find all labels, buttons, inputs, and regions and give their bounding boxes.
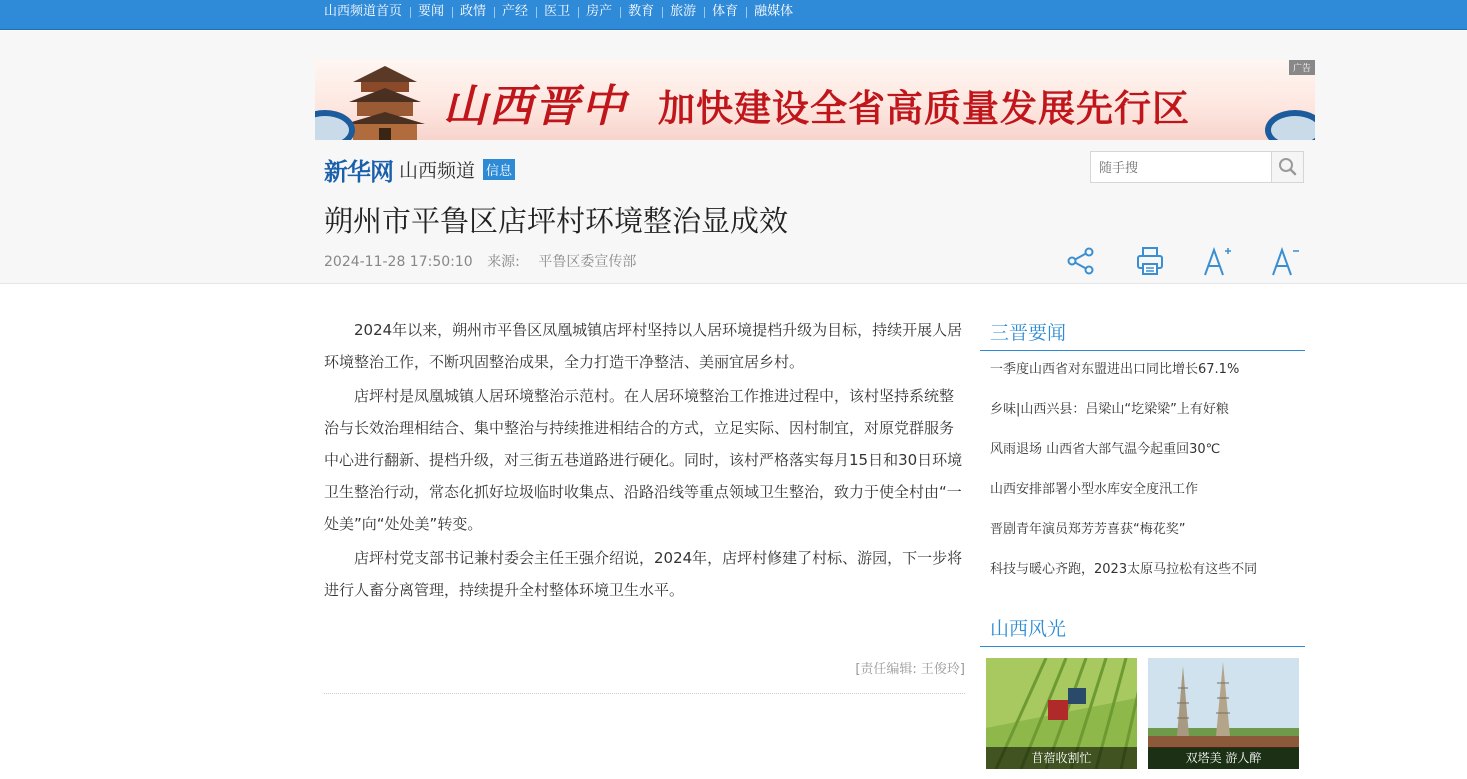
font-increase-icon xyxy=(1202,245,1234,277)
banner-calligraphy: 山西晋中 xyxy=(443,81,627,132)
search-button[interactable] xyxy=(1271,152,1303,182)
search-icon xyxy=(1272,152,1304,182)
nav-list xyxy=(316,0,801,24)
article-meta xyxy=(324,251,636,271)
banner-slogan: 加快建设全省高质量发展先行区 xyxy=(658,86,1190,130)
article-title: 朔州市平鲁区店坪村环境整治显成效 xyxy=(324,204,789,238)
nav-item[interactable]: 产经 xyxy=(494,0,536,24)
news-link[interactable]: 科技与暖心齐跑，2023太原马拉松有这些不同 xyxy=(990,562,1258,577)
sidebar-scenery-heading[interactable]: 山西风光 xyxy=(990,618,1067,640)
font-decrease-icon xyxy=(1270,245,1302,277)
nav-item[interactable]: 融媒体 xyxy=(746,0,801,24)
nav-item[interactable]: 房产 xyxy=(578,0,620,24)
logo-brand: 新华网 xyxy=(324,156,393,186)
search-box xyxy=(1090,151,1304,183)
font-decrease-button[interactable] xyxy=(1270,245,1302,277)
search-input[interactable] xyxy=(1091,152,1273,182)
sidebar-scenery-header xyxy=(980,610,1305,647)
top-nav xyxy=(0,0,1467,30)
scenery-gallery xyxy=(986,658,1299,769)
nav-item[interactable]: 政情 xyxy=(452,0,494,24)
article-paragraph: 店坪村党支部书记兼村委会主任王强介绍说，2024年，店坪村修建了村标、游园，下一步将进行人畜分离管理，持续提升全村整体环境卫生水平。 xyxy=(324,549,963,599)
article-paragraph: 2024年以来，朔州市平鲁区凤凰城镇店坪村坚持以人居环境提档升级为目标，持续开展人居环境整治工作，不断巩固整治成果，全力打造干净整洁、美丽宜居乡村。 xyxy=(324,321,963,371)
nav-item[interactable]: 旅游 xyxy=(662,0,704,24)
ad-label: 广告 xyxy=(1289,60,1315,75)
scenery-pic-harvest[interactable] xyxy=(986,658,1137,769)
news-link[interactable]: 山西安排部署小型水库安全度汛工作 xyxy=(990,482,1199,497)
sidebar-news-heading[interactable]: 三晋要闻 xyxy=(990,322,1067,344)
nav-item[interactable]: 山西频道首页 xyxy=(324,4,403,19)
article-divider xyxy=(324,693,965,694)
site-logo[interactable] xyxy=(324,152,515,186)
share-button[interactable] xyxy=(1065,245,1097,277)
logo-channel: 山西频道 xyxy=(399,159,476,182)
nav-item[interactable]: 要闻 xyxy=(410,0,452,24)
news-link[interactable]: 乡味|山西兴县：吕梁山“圪梁梁”上有好粮 xyxy=(990,402,1229,417)
nav-item[interactable]: 教育 xyxy=(620,0,662,24)
share-icon xyxy=(1065,245,1097,277)
article-body xyxy=(324,314,965,608)
banner-ad[interactable] xyxy=(315,60,1315,140)
printer-icon xyxy=(1134,245,1166,277)
wave-decoration xyxy=(1265,110,1315,140)
nav-item[interactable]: 体育 xyxy=(704,0,746,24)
sidebar-news-list xyxy=(990,360,1300,600)
article-paragraph: 店坪村是凤凰城镇人居环境整治示范村。在人居环境整治工作推进过程中，该村坚持系统整治与长效治理相结合、集中整治与持续推进相结合的方式，立足实际、因村制宜，对原党群服务中心进行翻新、提档升级，对三街五巷道路进行硬化。同时，该村严格落实每月15日和30日环境卫生整治行动，常态化抓好垃圾临时收集点、沿路沿线等重点领域卫生整治，致力于使全村由“一处美”向“处处美”转变。 xyxy=(324,387,963,533)
tower-illustration xyxy=(345,64,425,140)
sidebar-news-header xyxy=(980,314,1305,351)
article-date: 2024-11-28 17:50:10 xyxy=(324,254,473,270)
news-link[interactable]: 晋剧青年演员郑芳芳喜获“梅花奖” xyxy=(990,522,1186,537)
print-button[interactable] xyxy=(1134,245,1166,277)
pic-caption: 双塔美 游人醉 xyxy=(1148,747,1299,769)
article-source: 平鲁区委宣传部 xyxy=(538,254,637,270)
logo-tag: 信息 xyxy=(483,159,515,180)
nav-item[interactable]: 医卫 xyxy=(536,0,578,24)
source-label: 来源: xyxy=(487,254,520,270)
news-link[interactable]: 一季度山西省对东盟进出口同比增长67.1% xyxy=(990,362,1240,377)
news-link[interactable]: 风雨退场 山西省大部气温今起重回30℃ xyxy=(990,442,1221,457)
font-increase-button[interactable] xyxy=(1202,245,1234,277)
responsible-editor: [责任编辑: 王俊玲] xyxy=(855,662,965,677)
scenery-pic-twin-towers[interactable] xyxy=(1148,658,1299,769)
pic-caption: 苜蓿收割忙 xyxy=(986,747,1137,769)
